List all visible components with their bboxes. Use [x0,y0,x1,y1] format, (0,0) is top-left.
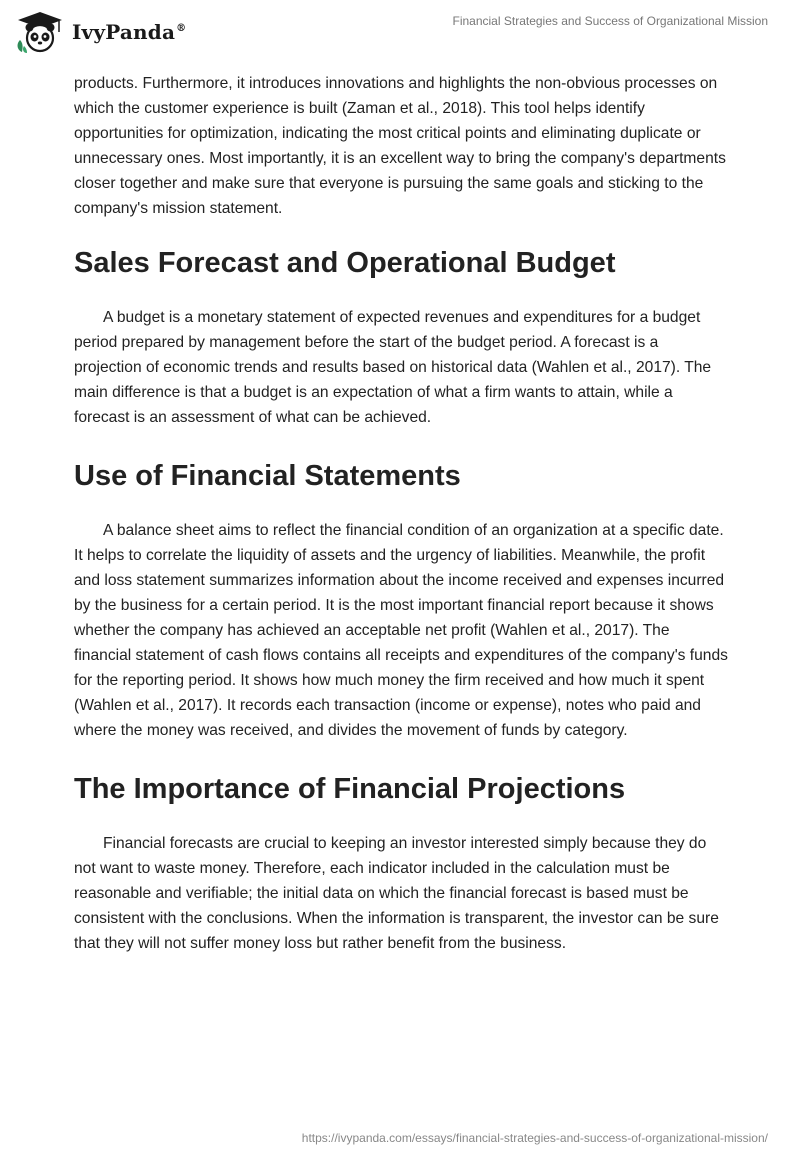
intro-paragraph: products. Furthermore, it introduces innovations and highlights the non-obvious processes on which the customer experience is built (Zaman et al., 2018). This tool helps identify opportunities for optimization, indicating the most critical points and eliminating duplicate or unnecessary ones. Most importantly, it is an excellent way to bring the company's departments closer together and make sure that everyone is pursuing the same goals and sticking to the company's mission statement. [74,75,726,217]
section-heading-sales-forecast: Sales Forecast and Operational Budget [74,247,616,279]
section-paragraph-sales-forecast: A budget is a monetary statement of expected revenues and expenditures for a budget period prepared by management before the start of the budget period. A forecast is a projection of economic trends and results based on historical data (Wahlen et al., 2017). The main difference is that a budget is an expectation of what a firm wants to attain, while a forecast is an assessment of what can be achieved. [74,309,712,426]
document-title: Financial Strategies and Success of Organizational Mission [452,14,768,28]
brand-logo[interactable] [14,10,186,54]
section-paragraph-financial-statements: A balance sheet aims to reflect the financial condition of an organization at a specific date. It helps to correlate the liquidity of assets and the urgency of liabilities. Meanwhile, the profit and loss statement summarizes information about the income received and expenses incurred by the business for a certain period. It is the most important financial report because it shows whether the company has achieved an acceptable net profit (Wahlen et al., 2017). The financial statement of cash flows contains all receipts and expenditures of the company's funds for the reporting period. It shows how much money the firm received and how much it spent (Wahlen et al., 2017). It records each transaction (income or expense), notes who paid and where the money was received, and divides the movement of funds by category. [74,522,728,739]
essay-content [74,71,730,956]
source-url[interactable]: https://ivypanda.com/essays/financial-strategies-and-success-of-organizational-mission/ [301,1131,768,1145]
brand-name: IvyPanda® [72,20,187,44]
panda-graduate-logo-icon [14,10,66,54]
section-heading-financial-projections: The Importance of Financial Projections [74,773,626,805]
page-header [0,0,800,64]
section-paragraph-financial-projections: Financial forecasts are crucial to keeping an investor interested simply because they do not want to waste money. Therefore, each indicator included in the calculation must be reasonable and verifiable; the initial data on which the financial forecast is based must be consistent with the conclusions. When the information is transparent, the investor can be sure that they will not suffer money loss but rather benefit from the business. [74,835,719,952]
section-heading-financial-statements: Use of Financial Statements [74,460,461,492]
